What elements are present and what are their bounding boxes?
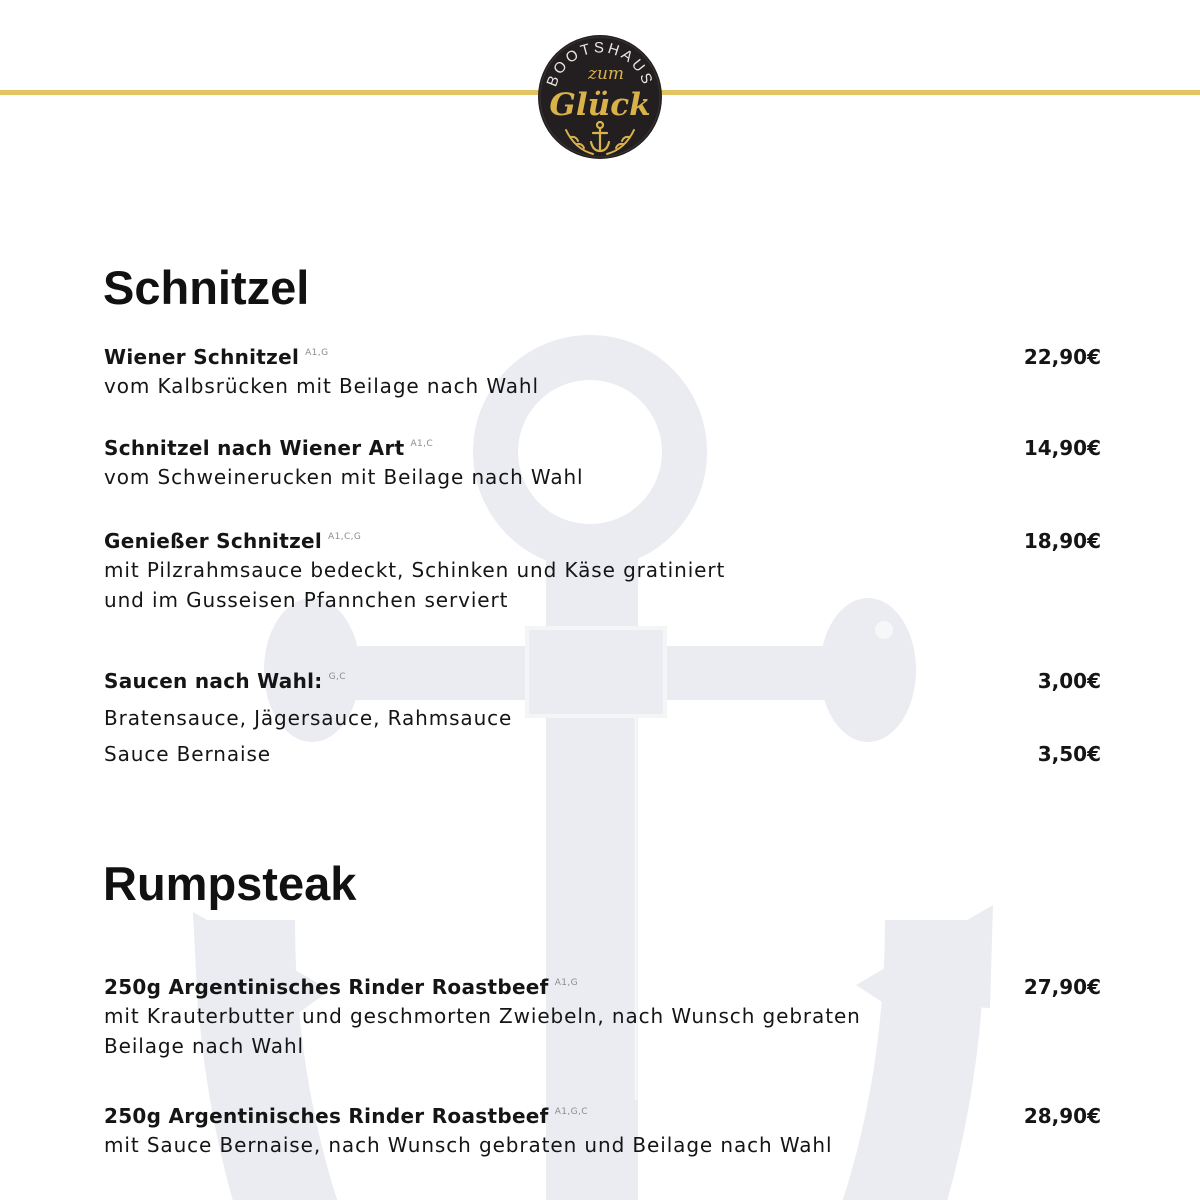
menu-item-title (104, 666, 1101, 696)
logo-bottom-text: Glück (549, 87, 651, 123)
logo-middle-text: zum (587, 64, 625, 84)
sauce-option-price: 3,50€ (1037, 742, 1101, 766)
sauce-option-label: Sauce Bernaise (104, 742, 271, 766)
menu-item-description: Beilage nach Wahl (104, 1033, 304, 1058)
menu-item-name: Genießer Schnitzel (104, 529, 323, 553)
menu-item-schnitzel-wiener-art (104, 433, 1101, 493)
menu-item-sauces (104, 666, 1101, 772)
sauce-option (104, 736, 1101, 772)
bootshaus-logo (536, 33, 664, 161)
allergen-codes: A1,C,G (328, 532, 362, 542)
menu-item-price: 18,90€ (1023, 529, 1101, 553)
sauce-options (104, 700, 1101, 772)
logo-top-text: BOOTSHAUS (543, 39, 657, 89)
menu-item-description: mit Krauterbutter und geschmorten Zwiebeln, nach Wunsch gebraten (104, 1004, 861, 1028)
sauce-option-label: Bratensauce, Jägersauce, Rahmsauce (104, 706, 513, 730)
menu-item-geniesser-schnitzel (104, 526, 1101, 615)
menu-item-price: 22,90€ (1023, 345, 1101, 369)
allergen-codes: A1,G,C (554, 1107, 588, 1117)
section-heading-schnitzel: Schnitzel (103, 261, 310, 314)
menu-item-name: 250g Argentinisches Rinder Roastbeef (104, 975, 549, 999)
allergen-codes: G,C (328, 672, 346, 682)
allergen-codes: A1,G (554, 978, 579, 988)
menu-item-title (104, 1101, 1101, 1131)
menu-item-description: vom Kalbsrücken mit Beilage nach Wahl (104, 374, 539, 398)
allergen-codes: A1,C (410, 439, 434, 449)
menu-item-description: vom Schweinerucken mit Beilage nach Wahl (104, 465, 584, 489)
menu-item-name: Saucen nach Wahl: (104, 669, 323, 693)
sauce-option (104, 700, 1101, 736)
menu-item-description: mit Sauce Bernaise, nach Wunsch gebraten und Beilage nach Wahl (104, 1133, 833, 1157)
menu-item-name: Schnitzel nach Wiener Art (104, 436, 405, 460)
section-heading-rumpsteak: Rumpsteak (103, 857, 357, 910)
menu-item-price: 28,90€ (1023, 1104, 1101, 1128)
menu-item-price: 14,90€ (1023, 436, 1101, 460)
menu-item-roastbeef-krauterbutter (104, 972, 1101, 1061)
menu-item-title (104, 526, 1101, 556)
menu-item-name: Wiener Schnitzel (104, 345, 300, 369)
allergen-codes: A1,G (305, 348, 329, 358)
menu-item-name: 250g Argentinisches Rinder Roastbeef (104, 1104, 549, 1128)
menu-item-description: und im Gusseisen Pfannchen serviert (104, 587, 509, 612)
menu-item-price: 27,90€ (1023, 975, 1101, 999)
menu-item-price: 3,00€ (1037, 669, 1101, 693)
menu-item-title (104, 433, 1101, 463)
menu-item-title (104, 342, 1101, 372)
menu-item-title (104, 972, 1101, 1002)
menu-item-description: mit Pilzrahmsauce bedeckt, Schinken und Käse gratiniert (104, 558, 726, 582)
menu-item-wiener-schnitzel (104, 342, 1101, 402)
menu-item-roastbeef-bernaise (104, 1101, 1101, 1161)
